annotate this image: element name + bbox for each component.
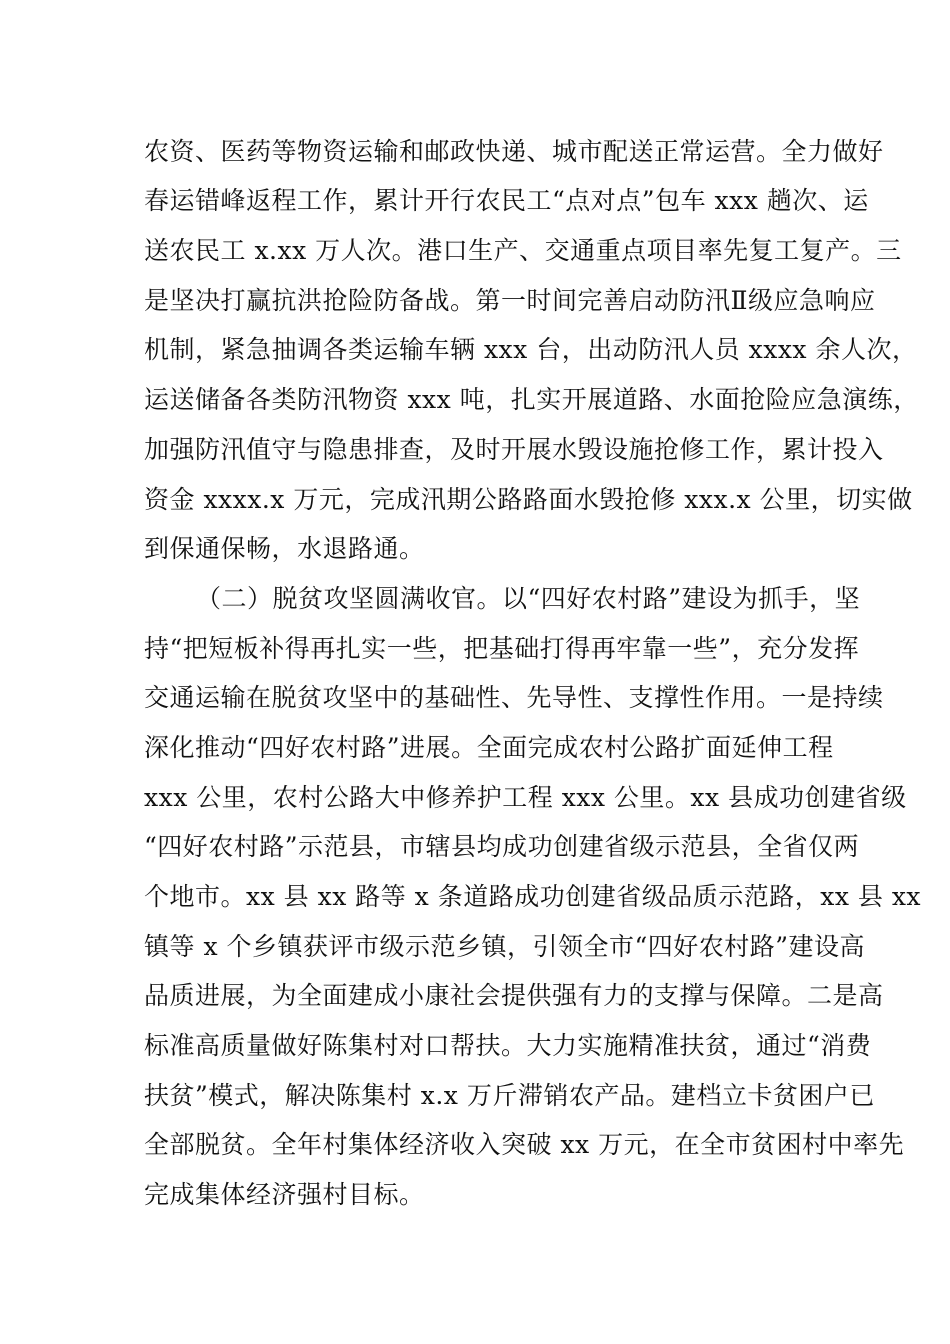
paragraph-1-line: 加强防汛值守与隐患排查，及时开展水毁设施抢修工作，累计投入	[144, 435, 884, 464]
paragraph-2-line: 扶贫”模式，解决陈集村 x.x 万斤滞销农产品。建档立卡贫困户已	[144, 1081, 875, 1110]
paragraph-2-line: 标准高质量做好陈集村对口帮扶。大力实施精准扶贫，通过“消费	[144, 1031, 872, 1060]
paragraph-1-line: 资金 xxxx.x 万元，完成汛期公路路面水毁抢修 xxx.x 公里，切实做	[144, 485, 913, 514]
paragraph-2-line: 个地市。xx 县 xx 路等 x 条道路成功创建省级品质示范路，xx 县 xx	[144, 882, 922, 911]
paragraph-2-line: 全部脱贫。全年村集体经济收入突破 xx 万元，在全市贫困村中率先	[144, 1130, 905, 1159]
paragraph-1-line: 农资、医药等物资运输和邮政快递、城市配送正常运营。全力做好	[144, 137, 884, 166]
paragraph-2-line: 品质进展，为全面建成小康社会提供强有力的支撑与保障。二是高	[144, 981, 884, 1010]
paragraph-1-line: 送农民工 x.xx 万人次。港口生产、交通重点项目率先复工复产。三	[144, 236, 902, 265]
paragraph-1-line: 机制，紧急抽调各类运输车辆 xxx 台，出动防汛人员 xxxx 余人次，	[144, 335, 918, 364]
paragraph-2-line: 深化推动“四好农村路”进展。全面完成农村公路扩面延伸工程	[144, 733, 834, 762]
paragraph-1-line: 是坚决打赢抗洪抢险防备战。第一时间完善启动防汛Ⅱ级应急响应	[144, 286, 876, 315]
paragraph-2-line: （二）脱贫攻坚圆满收官。以“四好农村路”建设为抓手，坚	[196, 584, 861, 613]
paragraph-2-line: “四好农村路”示范县，市辖县均成功创建省级示范县，全省仅两	[144, 832, 860, 861]
paragraph-1-line: 到保通保畅，水退路通。	[144, 534, 425, 563]
paragraph-2-line: xxx 公里，农村公路大中修养护工程 xxx 公里。xx 县成功创建省级	[144, 783, 907, 812]
paragraph-2-line: 镇等 x 个乡镇获评市级示范乡镇，引领全市“四好农村路”建设高	[144, 932, 866, 961]
paragraph-1-line: 春运错峰返程工作，累计开行农民工“点对点”包车 xxx 趟次、运	[144, 186, 869, 215]
paragraph-2-line: 交通运输在脱贫攻坚中的基础性、先导性、支撑性作用。一是持续	[144, 683, 884, 712]
paragraph-1-line: 运送储备各类防汛物资 xxx 吨，扎实开展道路、水面抢险应急演练，	[144, 385, 919, 414]
paragraph-2-line: 完成集体经济强村目标。	[144, 1180, 425, 1209]
paragraph-2-line: 持“把短板补得再扎实一些，把基础打得再牢靠一些”，充分发挥	[144, 634, 860, 663]
